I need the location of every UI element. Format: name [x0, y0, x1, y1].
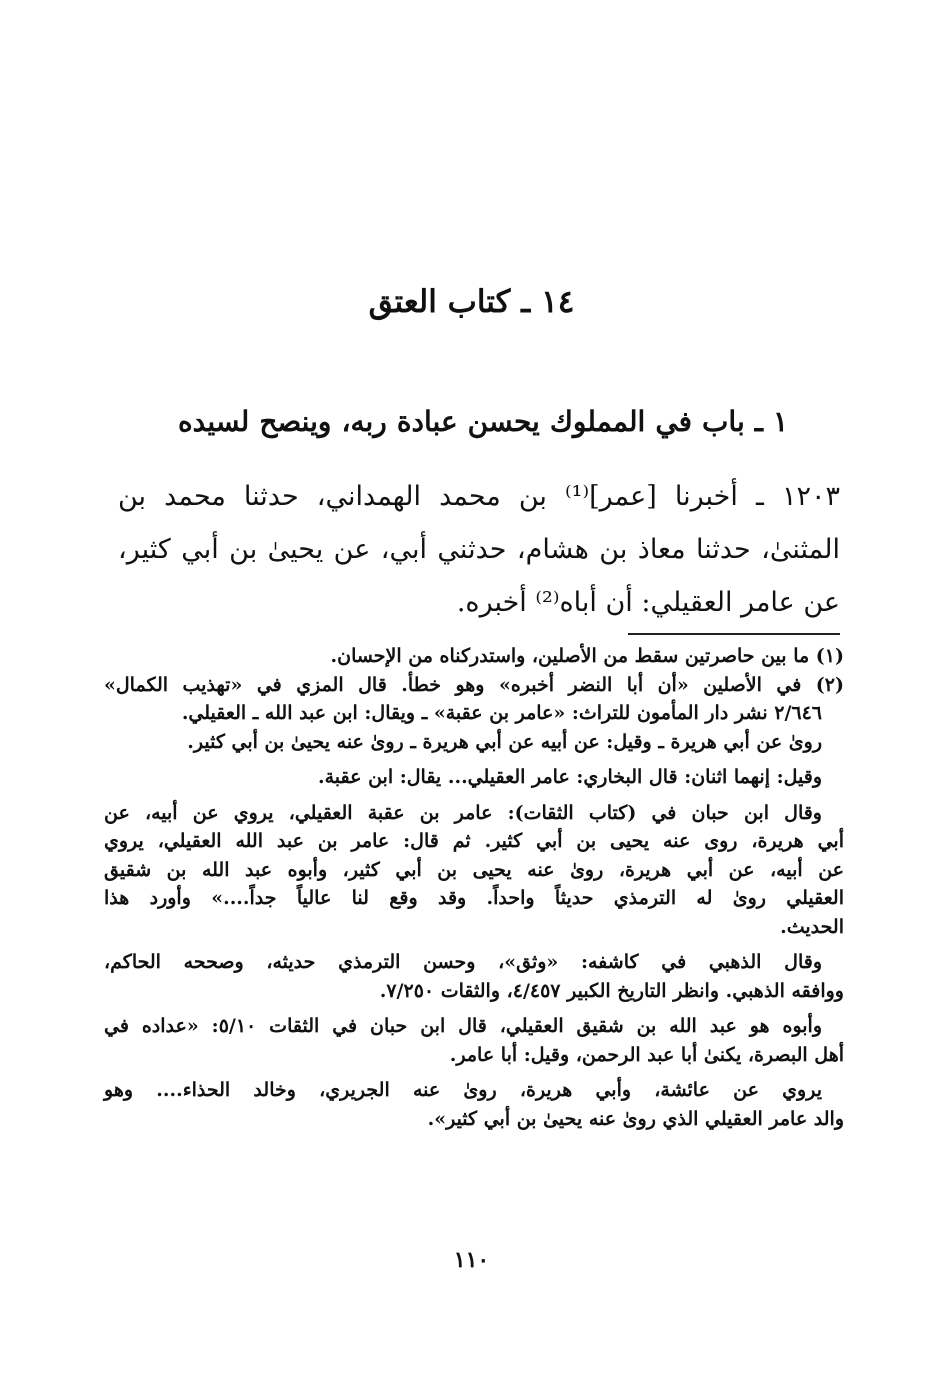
footnote-line: روىٰ عن أبي هريرة ـ وقيل: عن أبيه عن أبي هريرة ـ روىٰ عنه يحيىٰ بن أبي كثير. [187, 730, 822, 753]
hadith-line: المثنىٰ، حدثنا معاذ بن هشام، حدثني أبي، عن يحيىٰ بن أبي كثير، [118, 534, 840, 565]
footnote-line: وقال الذهبي في كاشفه: «وثق»، وحسن الترمذي حديثه، وصححه الحاكم، [104, 951, 822, 973]
footnote-line: أبي هريرة، روى عنه يحيى بن أبي كثير. ثم قال: عامر بن عبد الله العقيلي، يروي [104, 830, 844, 852]
hadith-line: ١٢٠٣ ـ أخبرنا [عمر]⁽¹⁾ بن محمد الهمداني، حدثنا محمد بن [118, 481, 840, 512]
footnote-line: (٢) في الأصلين «أن أبا النضر أخبره» وهو خطأ. قال المزي في «تهذيب الكمال» [104, 673, 844, 696]
footnote-line: وقال ابن حبان في (كتاب الثقات): عامر بن عقبة العقيلي، يروي عن أبيه، عن [104, 801, 822, 824]
page-number: ١١٠ [453, 1247, 490, 1273]
chapter-title: ١٤ ـ كتاب العتق [368, 284, 575, 320]
footnotes [104, 642, 844, 1133]
footnote-line: ٢/٦٤٦ نشر دار المأمون للتراث: «عامر بن عقبة» ـ ويقال: ابن عبد الله ـ العقيلي. [181, 702, 822, 724]
footnote-line: الحديث. [780, 915, 844, 938]
footnote-line: والد عامر العقيلي الذي روىٰ عنه يحيىٰ بن أبي كثير». [427, 1107, 844, 1130]
footnote-line: ووافقه الذهبي. وانظر التاريخ الكبير ٤/٤٥٧، والثقات ٧/٢٥٠. [379, 979, 844, 1002]
footnote-line: وقيل: إنهما اثنان: قال البخاري: عامر العقيلي... يقال: ابن عقبة. [317, 766, 822, 788]
footnote-line: عن أبيه، عن أبي هريرة، روىٰ عنه يحيى بن أبي كثير، وأبوه عبد الله بن شقيق [104, 858, 844, 881]
hadith-text [118, 470, 840, 629]
footnote-line: (١) ما بين حاصرتين سقط من الأصلين، واستدركناه من الإحسان. [330, 645, 844, 667]
footnote-line: يروي عن عائشة، وأبي هريرة، روىٰ عنه الجريري، وخالد الحذاء.... وهو [104, 1079, 822, 1101]
hadith-line: عن عامر العقيلي: أن أباه⁽²⁾ أخبره. [456, 587, 840, 618]
bab-title: ١ ـ باب في المملوك يحسن عبادة ربه، وينصح لسيده [178, 405, 788, 438]
footnote-line: وأبوه هو عبد الله بن شقيق العقيلي، قال ابن حبان في الثقات ٥/١٠: «عداده في [104, 1015, 822, 1037]
footnote-line: أهل البصرة، يكنىٰ أبا عبد الرحمن، وقيل: أبا عامر. [449, 1043, 844, 1066]
footnote-line: العقيلي روىٰ له الترمذي حديثاً واحداً. وقد وقع لنا عالياً جداً....» وأورد هذا [104, 887, 844, 909]
footnote-separator [628, 633, 840, 635]
